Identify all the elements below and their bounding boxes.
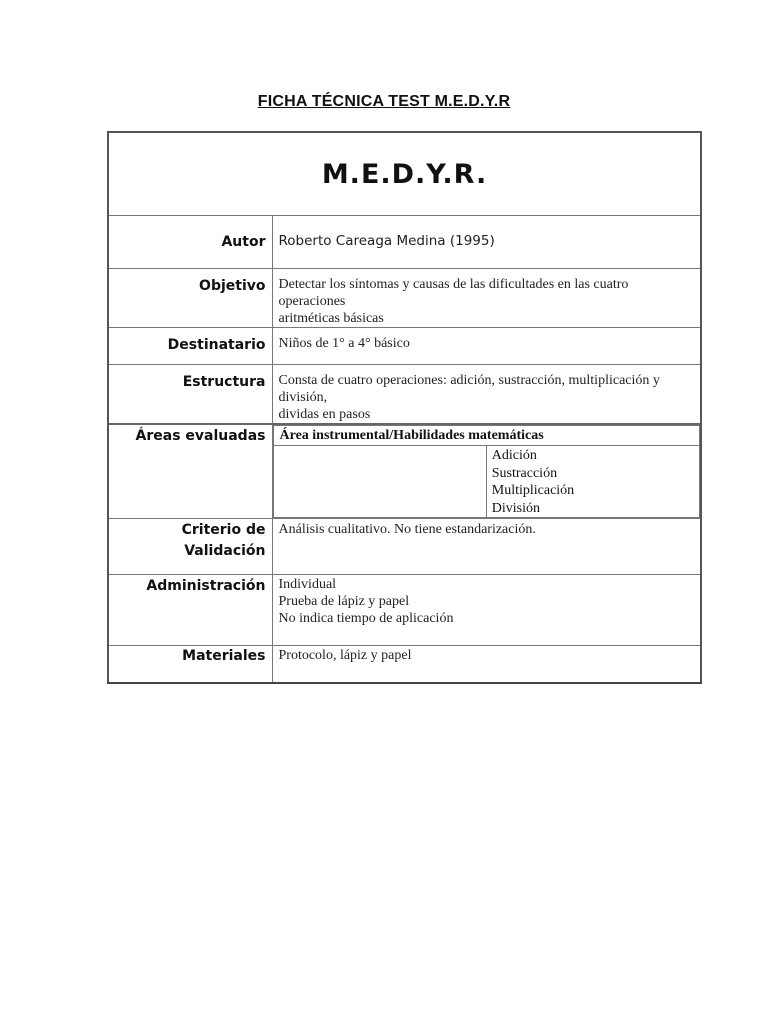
value-objetivo <box>272 269 701 328</box>
estructura-line: Consta de cuatro operaciones: adición, sustracción, multiplicación y división, <box>278 373 660 405</box>
areas-subtable <box>273 425 701 518</box>
value-administracion <box>272 575 701 646</box>
value-areas <box>272 424 701 519</box>
criterio-label-line: Criterio de <box>181 522 266 538</box>
row-destinatario <box>108 328 701 365</box>
row-areas <box>108 424 701 519</box>
operation-item: Sustracción <box>491 465 558 481</box>
row-materiales <box>108 646 701 683</box>
operations-list <box>486 446 699 518</box>
test-logo: M.E.D.Y.R. <box>108 132 701 216</box>
label-objetivo: Objetivo <box>108 269 272 328</box>
page-title: FICHA TÉCNICA TEST M.E.D.Y.R <box>257 93 511 110</box>
label-criterio <box>108 519 272 575</box>
administracion-line: No indica tiempo de aplicación <box>278 611 454 626</box>
objetivo-line: Detectar los síntomas y causas de las dificultades en las cuatro operaciones <box>278 277 629 309</box>
value-destinatario: Niños de 1° a 4° básico <box>272 328 701 365</box>
operation-item: Adición <box>491 448 537 463</box>
row-autor <box>108 216 701 269</box>
row-administracion <box>108 575 701 646</box>
logo-row <box>108 132 701 216</box>
objetivo-line: aritméticas básicas <box>278 311 384 326</box>
label-materiales: Materiales <box>108 646 272 683</box>
value-estructura <box>272 365 701 425</box>
administracion-line: Individual <box>278 577 337 592</box>
operation-item: Multiplicación <box>491 483 575 498</box>
row-estructura <box>108 365 701 425</box>
label-areas: Áreas evaluadas <box>108 424 272 519</box>
areas-heading: Área instrumental/Habilidades matemáticas <box>273 426 700 446</box>
technical-sheet-table <box>107 131 702 684</box>
label-autor: Autor <box>108 216 272 269</box>
value-autor: Roberto Careaga Medina (1995) <box>272 216 701 269</box>
label-estructura: Estructura <box>108 365 272 425</box>
label-destinatario: Destinatario <box>108 328 272 365</box>
label-administracion: Administración <box>108 575 272 646</box>
row-criterio <box>108 519 701 575</box>
criterio-label-line: Validación <box>184 543 266 559</box>
estructura-line: dividas en pasos <box>278 407 371 422</box>
value-criterio: Análisis cualitativo. No tiene estandarización. <box>272 519 701 575</box>
row-objetivo <box>108 269 701 328</box>
administracion-line: Prueba de lápiz y papel <box>278 594 410 609</box>
operation-item: División <box>491 500 540 516</box>
areas-spacer <box>273 446 486 518</box>
value-materiales: Protocolo, lápiz y papel <box>272 646 701 683</box>
